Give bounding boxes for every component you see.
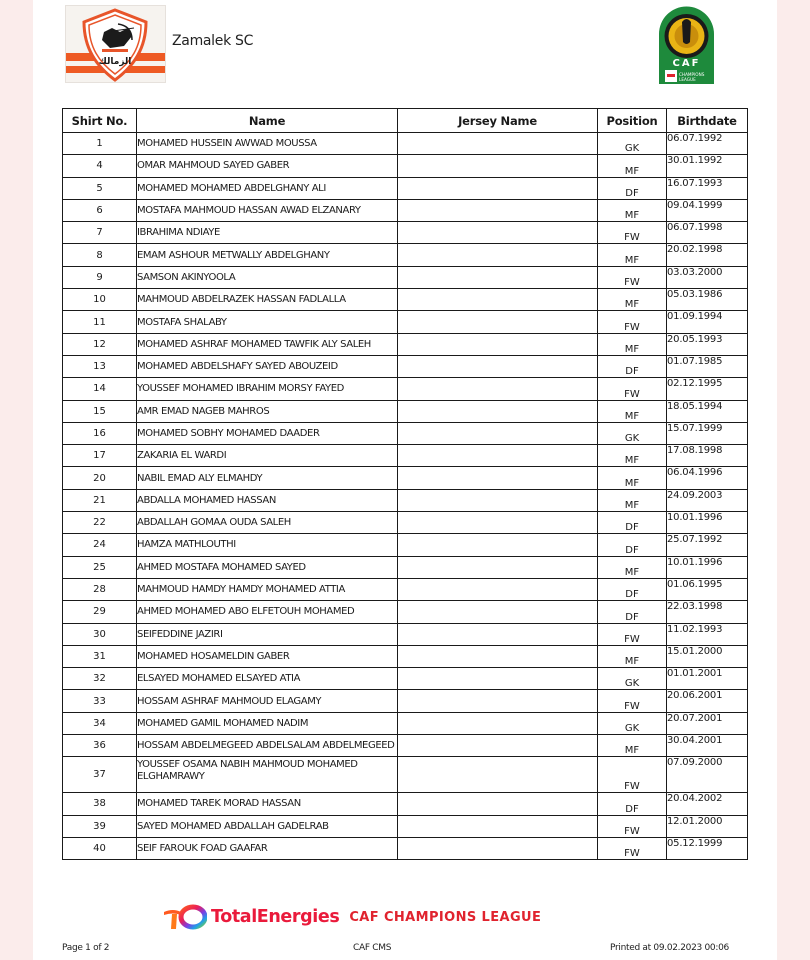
birthdate: 30.01.1992 <box>667 155 748 177</box>
jersey-name <box>398 512 598 534</box>
birthdate: 16.07.1993 <box>667 177 748 199</box>
shirt-number: 36 <box>63 735 137 757</box>
player-name: AHMED MOSTAFA MOHAMED SAYED <box>137 556 398 578</box>
jersey-name <box>398 199 598 221</box>
player-name: MOHAMED TAREK MORAD HASSAN <box>137 793 398 815</box>
competition-name: CAF CHAMPIONS LEAGUE <box>349 909 542 925</box>
jersey-name <box>398 311 598 333</box>
shirt-number: 6 <box>63 199 137 221</box>
club-name: Zamalek SC <box>172 33 254 49</box>
birthdate: 20.04.2002 <box>667 793 748 815</box>
position: DF <box>598 177 667 199</box>
birthdate: 02.12.1995 <box>667 378 748 400</box>
table-row <box>63 422 748 444</box>
table-row <box>63 512 748 534</box>
shirt-number: 39 <box>63 815 137 837</box>
table-row <box>63 378 748 400</box>
table-row <box>63 534 748 556</box>
jersey-name <box>398 815 598 837</box>
shirt-number: 29 <box>63 601 137 623</box>
position: FW <box>598 690 667 712</box>
shirt-number: 8 <box>63 244 137 266</box>
player-name: MOHAMED ABDELSHAFY SAYED ABOUZEID <box>137 355 398 377</box>
shirt-number: 12 <box>63 333 137 355</box>
shirt-number: 22 <box>63 512 137 534</box>
table-row <box>63 837 748 859</box>
column-header-birthdate: Birthdate <box>667 109 748 133</box>
position: MF <box>598 244 667 266</box>
birthdate: 20.07.2001 <box>667 712 748 734</box>
shirt-number: 1 <box>63 133 137 155</box>
shirt-number: 37 <box>63 757 137 793</box>
table-row <box>63 578 748 600</box>
player-name: AMR EMAD NAGEB MAHROS <box>137 400 398 422</box>
shirt-number: 34 <box>63 712 137 734</box>
birthdate: 03.03.2000 <box>667 266 748 288</box>
jersey-name <box>398 578 598 600</box>
player-name: MOHAMED GAMIL MOHAMED NADIM <box>137 712 398 734</box>
player-name: OMAR MAHMOUD SAYED GABER <box>137 155 398 177</box>
birthdate: 17.08.1998 <box>667 445 748 467</box>
page-number: Page 1 of 2 <box>62 943 110 953</box>
position: FW <box>598 311 667 333</box>
jersey-name <box>398 133 598 155</box>
position: MF <box>598 645 667 667</box>
player-name: MOHAMED ASHRAF MOHAMED TAWFIK ALY SALEH <box>137 333 398 355</box>
table-row <box>63 155 748 177</box>
table-row <box>63 222 748 244</box>
position: DF <box>598 793 667 815</box>
position: DF <box>598 355 667 377</box>
position: DF <box>598 512 667 534</box>
position: MF <box>598 400 667 422</box>
table-row <box>63 712 748 734</box>
table-row <box>63 793 748 815</box>
position: FW <box>598 378 667 400</box>
birthdate: 01.07.1985 <box>667 355 748 377</box>
player-name: MOSTAFA MAHMOUD HASSAN AWAD ELZANARY <box>137 199 398 221</box>
birthdate: 20.02.1998 <box>667 244 748 266</box>
totalenergies-logo-icon <box>163 904 207 930</box>
table-row <box>63 199 748 221</box>
jersey-name <box>398 155 598 177</box>
jersey-name <box>398 378 598 400</box>
shirt-number: 4 <box>63 155 137 177</box>
position: MF <box>598 199 667 221</box>
column-header-position: Position <box>598 109 667 133</box>
sponsor-brand-name: TotalEnergies <box>211 907 340 927</box>
shirt-number: 40 <box>63 837 137 859</box>
birthdate: 22.03.1998 <box>667 601 748 623</box>
birthdate: 06.07.1998 <box>667 222 748 244</box>
birthdate: 07.09.2000 <box>667 757 748 793</box>
birthdate: 30.04.2001 <box>667 735 748 757</box>
birthdate: 06.07.1992 <box>667 133 748 155</box>
jersey-name <box>398 222 598 244</box>
player-name: MAHMOUD ABDELRAZEK HASSAN FADLALLA <box>137 289 398 311</box>
player-name: YOUSSEF MOHAMED IBRAHIM MORSY FAYED <box>137 378 398 400</box>
position: FW <box>598 815 667 837</box>
jersey-name <box>398 355 598 377</box>
player-name: SEIF FAROUK FOAD GAAFAR <box>137 837 398 859</box>
jersey-name <box>398 422 598 444</box>
position: MF <box>598 333 667 355</box>
position: MF <box>598 155 667 177</box>
shirt-number: 16 <box>63 422 137 444</box>
jersey-name <box>398 266 598 288</box>
position: FW <box>598 757 667 793</box>
table-row <box>63 333 748 355</box>
position: DF <box>598 534 667 556</box>
player-name: MOHAMED MOHAMED ABDELGHANY ALI <box>137 177 398 199</box>
shirt-number: 17 <box>63 445 137 467</box>
player-name: HOSSAM ASHRAF MAHMOUD ELAGAMY <box>137 690 398 712</box>
position: GK <box>598 133 667 155</box>
player-name: ZAKARIA EL WARDI <box>137 445 398 467</box>
table-header-row <box>63 109 748 133</box>
svg-text:CHAMPIONS: CHAMPIONS <box>679 72 705 77</box>
position: GK <box>598 668 667 690</box>
shirt-number: 25 <box>63 556 137 578</box>
player-name: YOUSSEF OSAMA NABIH MAHMOUD MOHAMED ELGHAMRAWY <box>137 757 398 793</box>
svg-text:CAF: CAF <box>672 58 701 69</box>
jersey-name <box>398 333 598 355</box>
jersey-name <box>398 837 598 859</box>
position: MF <box>598 735 667 757</box>
position: FW <box>598 623 667 645</box>
player-name: ABDALLAH GOMAA OUDA SALEH <box>137 512 398 534</box>
jersey-name <box>398 623 598 645</box>
table-row <box>63 445 748 467</box>
position: FW <box>598 222 667 244</box>
column-header-jersey-name: Jersey Name <box>398 109 598 133</box>
jersey-name <box>398 668 598 690</box>
club-crest-icon <box>65 5 166 83</box>
player-name: ABDALLA MOHAMED HASSAN <box>137 489 398 511</box>
birthdate: 15.07.1999 <box>667 422 748 444</box>
birthdate: 06.04.1996 <box>667 467 748 489</box>
birthdate: 15.01.2000 <box>667 645 748 667</box>
shirt-number: 11 <box>63 311 137 333</box>
table-row <box>63 244 748 266</box>
table-row <box>63 690 748 712</box>
shirt-number: 20 <box>63 467 137 489</box>
jersey-name <box>398 400 598 422</box>
position: MF <box>598 556 667 578</box>
table-row <box>63 311 748 333</box>
player-name: HAMZA MATHLOUTHI <box>137 534 398 556</box>
player-name: MOHAMED SOBHY MOHAMED DAADER <box>137 422 398 444</box>
table-row <box>63 489 748 511</box>
player-name: SEIFEDDINE JAZIRI <box>137 623 398 645</box>
jersey-name <box>398 289 598 311</box>
birthdate: 01.06.1995 <box>667 578 748 600</box>
player-name: ELSAYED MOHAMED ELSAYED ATIA <box>137 668 398 690</box>
shirt-number: 13 <box>63 355 137 377</box>
jersey-name <box>398 735 598 757</box>
svg-text:الزمالك: الزمالك <box>98 57 132 67</box>
shirt-number: 7 <box>63 222 137 244</box>
system-name: CAF CMS <box>353 943 392 953</box>
table-row <box>63 355 748 377</box>
jersey-name <box>398 244 598 266</box>
table-row <box>63 668 748 690</box>
position: MF <box>598 489 667 511</box>
table-row <box>63 815 748 837</box>
squad-table <box>62 108 748 860</box>
player-name: EMAM ASHOUR METWALLY ABDELGHANY <box>137 244 398 266</box>
jersey-name <box>398 177 598 199</box>
table-row <box>63 556 748 578</box>
player-name: NABIL EMAD ALY ELMAHDY <box>137 467 398 489</box>
player-name: HOSSAM ABDELMEGEED ABDELSALAM ABDELMEGEED <box>137 735 398 757</box>
jersey-name <box>398 534 598 556</box>
shirt-number: 14 <box>63 378 137 400</box>
player-name: SAMSON AKINYOOLA <box>137 266 398 288</box>
table-row <box>63 289 748 311</box>
player-name: MOHAMED HUSSEIN AWWAD MOUSSA <box>137 133 398 155</box>
shirt-number: 30 <box>63 623 137 645</box>
position: FW <box>598 266 667 288</box>
jersey-name <box>398 601 598 623</box>
jersey-name <box>398 489 598 511</box>
table-row <box>63 601 748 623</box>
player-name: SAYED MOHAMED ABDALLAH GADELRAB <box>137 815 398 837</box>
table-row <box>63 400 748 422</box>
shirt-number: 15 <box>63 400 137 422</box>
player-name: AHMED MOHAMED ABO ELFETOUH MOHAMED <box>137 601 398 623</box>
position: MF <box>598 289 667 311</box>
birthdate: 01.01.2001 <box>667 668 748 690</box>
jersey-name <box>398 712 598 734</box>
birthdate: 12.01.2000 <box>667 815 748 837</box>
table-row <box>63 467 748 489</box>
birthdate: 18.05.1994 <box>667 400 748 422</box>
svg-text:LEAGUE: LEAGUE <box>679 77 696 82</box>
player-name: MOSTAFA SHALABY <box>137 311 398 333</box>
sponsor-banner <box>163 903 643 931</box>
jersey-name <box>398 467 598 489</box>
jersey-name <box>398 556 598 578</box>
shirt-number: 28 <box>63 578 137 600</box>
birthdate: 20.05.1993 <box>667 333 748 355</box>
column-header-name: Name <box>137 109 398 133</box>
birthdate: 20.06.2001 <box>667 690 748 712</box>
birthdate: 01.09.1994 <box>667 311 748 333</box>
column-header-shirt-no: Shirt No. <box>63 109 137 133</box>
position: MF <box>598 445 667 467</box>
table-row <box>63 266 748 288</box>
shirt-number: 21 <box>63 489 137 511</box>
jersey-name <box>398 757 598 793</box>
shirt-number: 10 <box>63 289 137 311</box>
table-row <box>63 735 748 757</box>
shirt-number: 9 <box>63 266 137 288</box>
shirt-number: 31 <box>63 645 137 667</box>
position: GK <box>598 422 667 444</box>
table-row <box>63 623 748 645</box>
birthdate: 05.03.1986 <box>667 289 748 311</box>
birthdate: 10.01.1996 <box>667 556 748 578</box>
shirt-number: 33 <box>63 690 137 712</box>
birthdate: 24.09.2003 <box>667 489 748 511</box>
position: DF <box>598 578 667 600</box>
table-row <box>63 177 748 199</box>
birthdate: 05.12.1999 <box>667 837 748 859</box>
position: DF <box>598 601 667 623</box>
player-name: IBRAHIMA NDIAYE <box>137 222 398 244</box>
position: FW <box>598 837 667 859</box>
position: MF <box>598 467 667 489</box>
player-name: MOHAMED HOSAMELDIN GABER <box>137 645 398 667</box>
birthdate: 11.02.1993 <box>667 623 748 645</box>
jersey-name <box>398 645 598 667</box>
shirt-number: 24 <box>63 534 137 556</box>
birthdate: 25.07.1992 <box>667 534 748 556</box>
player-name: MAHMOUD HAMDY HAMDY MOHAMED ATTIA <box>137 578 398 600</box>
shirt-number: 32 <box>63 668 137 690</box>
table-row <box>63 133 748 155</box>
shirt-number: 5 <box>63 177 137 199</box>
birthdate: 09.04.1999 <box>667 199 748 221</box>
table-row <box>63 645 748 667</box>
printed-timestamp: Printed at 09.02.2023 00:06 <box>610 943 729 953</box>
jersey-name <box>398 793 598 815</box>
position: GK <box>598 712 667 734</box>
caf-champions-league-icon <box>657 6 716 86</box>
birthdate: 10.01.1996 <box>667 512 748 534</box>
jersey-name <box>398 445 598 467</box>
jersey-name <box>398 690 598 712</box>
table-row <box>63 757 748 793</box>
shirt-number: 38 <box>63 793 137 815</box>
